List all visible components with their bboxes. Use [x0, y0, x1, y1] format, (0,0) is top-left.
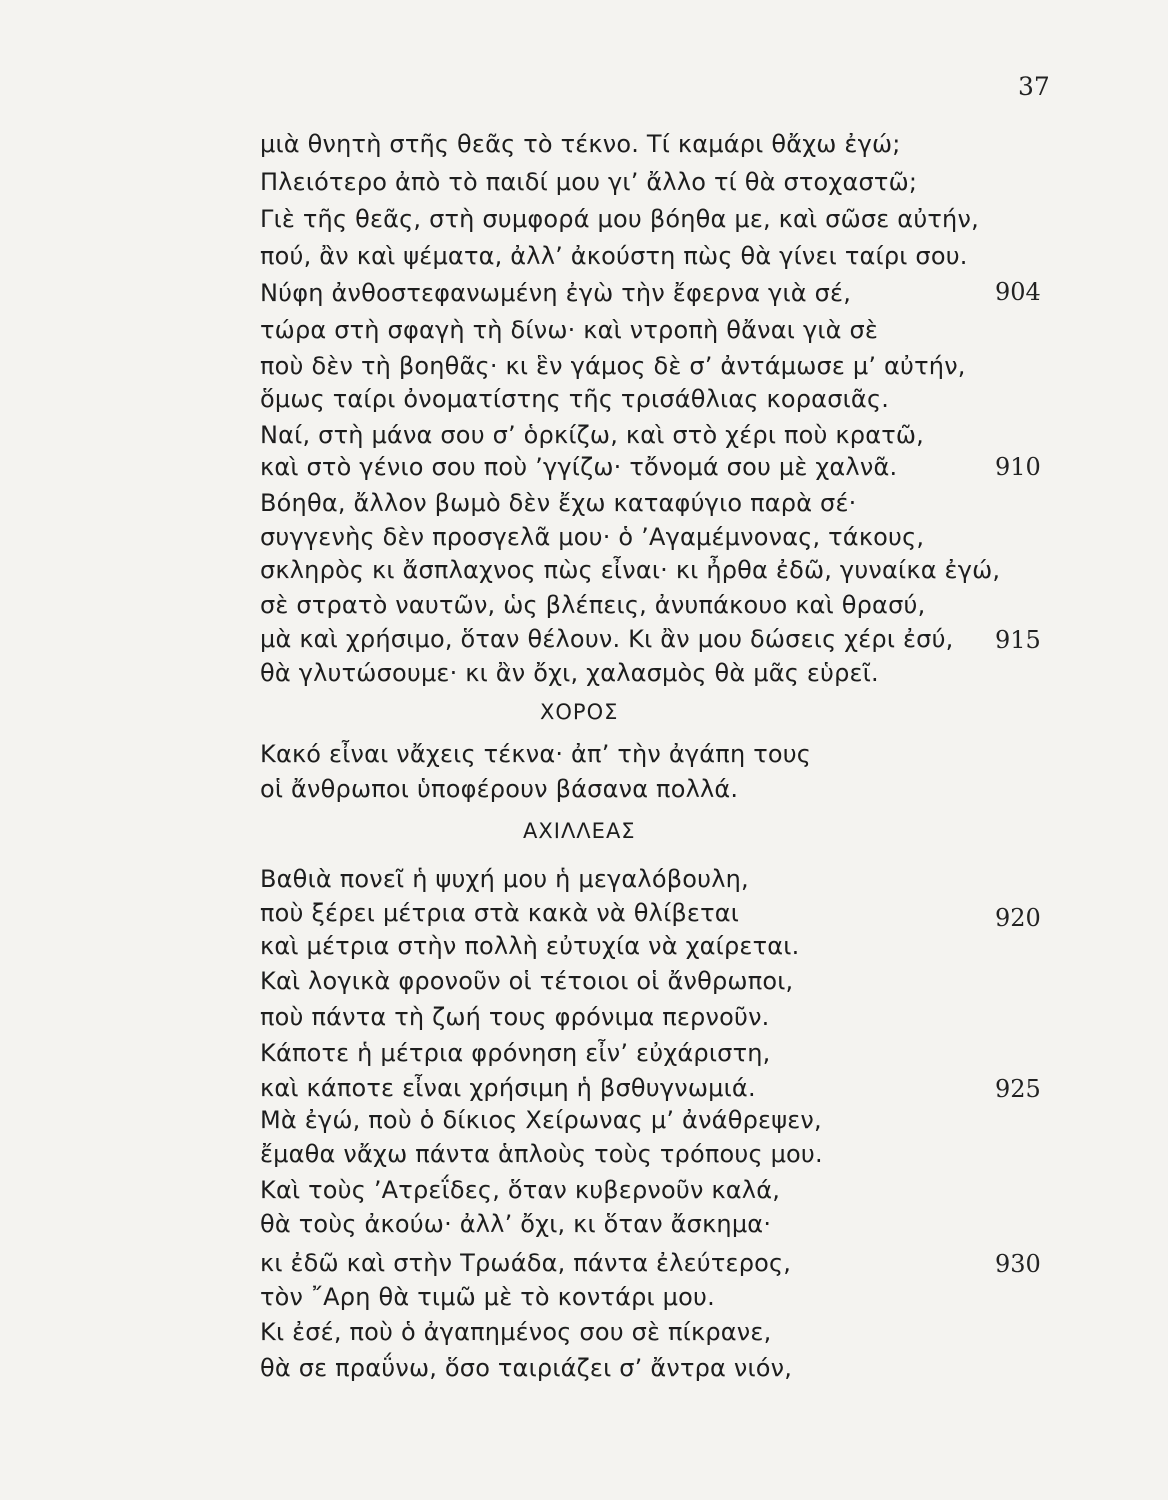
- verse-line: ἔμαθα νἄχω πάντα ἁπλοὺς τοὺς τρόπους μου.: [260, 1140, 823, 1168]
- verse-line: Βόηθα, ἄλλον βωμὸ δὲν ἔχω καταφύγιο παρὰ σέ·: [260, 489, 857, 517]
- verse-line: Γιὲ τῆς θεᾶς, στὴ συμφορά μου βόηθα με, καὶ σῶσε αὐτήν,: [260, 205, 979, 233]
- verse-line: ποὺ πάντα τὴ ζωή τους φρόνιμα περνοῦν.: [260, 1003, 770, 1031]
- verse-line: πού, ἂν καὶ ψέματα, ἀλλ’ ἀκούστη πὼς θὰ γίνει ταίρι σου.: [260, 242, 968, 270]
- page-number: 37: [1018, 72, 1050, 101]
- verse-line: συγγενὴς δὲν προσγελᾶ μου· ὁ ’Αγαμέμνονας, τάκους,: [260, 523, 925, 551]
- verse-line: θὰ γλυτώσουμε· κι ἂν ὄχι, χαλασμὸς θὰ μᾶς εὑρεῖ.: [260, 659, 879, 687]
- verse-line: Μὰ ἐγώ, ποὺ ὁ δίκιος Χείρωνας μ’ ἀνάθρεψεν,: [260, 1106, 822, 1134]
- speaker-achilles: ΑΧΙΛΛΕΑΣ: [523, 819, 636, 843]
- verse-line: καὶ κάποτε εἶναι χρήσιμη ἡ βσθυγνωμιά.: [260, 1074, 756, 1102]
- verse-line: ποὺ δὲν τὴ βοηθᾶς· κι ἓν γάμος δὲ σ’ ἀντάμωσε μ’ αὐτήν,: [260, 352, 966, 380]
- verse-line: Καὶ τοὺς ’Ατρεΐδες, ὅταν κυβερνοῦν καλά,: [260, 1176, 781, 1204]
- verse-line: Κάποτε ἡ μέτρια φρόνηση εἶν’ εὐχάριστη,: [260, 1039, 771, 1067]
- verse-line: οἱ ἄνθρωποι ὑποφέρουν βάσανα πολλά.: [260, 775, 739, 803]
- verse-line: καὶ μέτρια στὴν πολλὴ εὐτυχία νὰ χαίρεται.: [260, 932, 800, 960]
- verse-line: μιὰ θνητὴ στῆς θεᾶς τὸ τέκνο. Τί καμάρι θἄχω ἐγώ;: [260, 130, 901, 158]
- line-number-915: 915: [995, 626, 1041, 654]
- verse-line: ὅμως ταίρι ὀνοματίστης τῆς τρισάθλιας κορασιᾶς.: [260, 385, 890, 413]
- verse-line: Πλειότερο ἀπὸ τὸ παιδί μου γι’ ἄλλο τί θὰ στοχαστῶ;: [260, 168, 918, 196]
- verse-line: ποὺ ξέρει μέτρια στὰ κακὰ νὰ θλίβεται: [260, 899, 740, 927]
- verse-line: Βαθιὰ πονεῖ ἡ ψυχή μου ἡ μεγαλόβουλη,: [260, 865, 749, 893]
- verse-line: καὶ στὸ γένιο σου ποὺ ’γγίζω· τὄνομά σου μὲ χαλνᾶ.: [260, 453, 898, 481]
- verse-line: σκληρὸς κι ἄσπλαχνος πὼς εἶναι· κι ἦρθα ἐδῶ, γυναίκα ἐγώ,: [260, 556, 1001, 584]
- speaker-chorus: ΧΟΡΟΣ: [540, 700, 619, 724]
- verse-line: θὰ τοὺς ἀκούω· ἀλλ’ ὄχι, κι ὅταν ἄσκημα·: [260, 1210, 772, 1238]
- verse-line: θὰ σε πραΰνω, ὅσο ταιριάζει σ’ ἄντρα νιόν,: [260, 1354, 793, 1382]
- verse-line: Καὶ λογικὰ φρονοῦν οἱ τέτοιοι οἱ ἄνθρωποι,: [260, 967, 794, 995]
- line-number-904: 904: [995, 278, 1041, 306]
- line-number-925: 925: [995, 1075, 1041, 1103]
- verse-line: Νύφη ἀνθοστεφανωμένη ἐγὼ τὴν ἔφερνα γιὰ σέ,: [260, 279, 852, 307]
- line-number-910: 910: [995, 453, 1041, 481]
- verse-line: Κακό εἶναι νἄχεις τέκνα· ἀπ’ τὴν ἀγάπη τους: [260, 740, 812, 768]
- line-number-920: 920: [995, 904, 1041, 932]
- verse-line: μὰ καὶ χρήσιμο, ὅταν θέλουν. Κι ἂν μου δώσεις χέρι ἐσύ,: [260, 625, 954, 653]
- line-number-930: 930: [995, 1250, 1041, 1278]
- verse-line: κι ἐδῶ καὶ στὴν Τρωάδα, πάντα ἐλεύτερος,: [260, 1249, 792, 1277]
- verse-line: Κι ἐσέ, ποὺ ὁ ἀγαπημένος σου σὲ πίκρανε,: [260, 1318, 772, 1346]
- verse-line: Ναί, στὴ μάνα σου σ’ ὁρκίζω, καὶ στὸ χέρι ποὺ κρατῶ,: [260, 421, 925, 449]
- verse-line: σὲ στρατὸ ναυτῶν, ὡς βλέπεις, ἀνυπάκουο καὶ θρασύ,: [260, 591, 926, 619]
- verse-line: τὸν ῎Αρη θὰ τιμῶ μὲ τὸ κοντάρι μου.: [260, 1283, 715, 1311]
- verse-line: τώρα στὴ σφαγὴ τὴ δίνω· καὶ ντροπὴ θἄναι γιὰ σὲ: [260, 316, 879, 344]
